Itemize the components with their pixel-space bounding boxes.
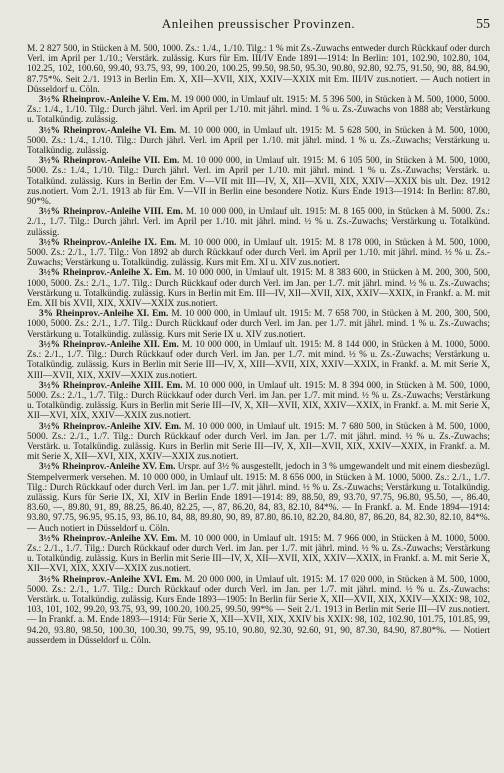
entry-text: M. 10 000 000, in Umlauf ult. 1915: M. 8 383 600, in Stücken à M. 200, 300, 500, 1000, 5000. Zs.: 2./1., 1./7. Tilg.: Durch Rückkauf oder durch Verl. im Jan. per 1./7. mit jährl. mind. ½ % u. Zs.-Zuwachs; Verstärkung u. Totalkündig. zulässig. Kurs in Berlin mit Em. III—IV, XII—XVII, XIX, XXIV—XXIX, in Frankf. a. M. mit Em. XII bis XVII, XIX, XXIV—XXIX zus.notiert. xyxy=(27,268,490,310)
entry-title: 3% Rheinprov.-Anleihe XI. Em. xyxy=(39,309,169,320)
entry-title: 3½% Rheinprov.-Anleihe IX. Em. xyxy=(39,237,177,248)
entry-title: 3½% Rheinprov.-Anleihe X. Em. xyxy=(39,268,172,279)
entry-text: M. 2 827 500, in Stücken à M. 500, 1000. Zs.: 1./4., 1./10. Tilg.: 1 % mit Zs.-Zuwachs entweder durch Rückkauf oder durch Verl. im April per 1./10.; Verstärk. zulässig. Kurs für Em. III/IV Ende 1891—1914: In Berlin: 101, 102.90, 102.80, 104, 102.25, 102, 100.60, 99.40, 93.75, 93, 99, 100.20, 100.25, 99.50, 98.50, 95.30, 90.80, 92.80, 92.75, 91.50, 90, 88, 84.90, 87.75*%. Seit 2./1. 1913 in Berlin Em. X, XII—XVII, XIX, XXIV—XXIX mit Em. III/IV zus.notiert. — Auch notiert in Düsseldorf u. Cöln. xyxy=(27,44,490,95)
bond-entry xyxy=(27,462,490,533)
entry-title: 3½% Rheinprov.-Anleihe XIV. Em. xyxy=(39,421,182,432)
entry-text: M. 10 000 000, in Umlauf ult. 1915: M. 5 628 500, in Stücken à M. 500, 1000, 5000. Zs.: 1./4., 1./10. Tilg.: Durch jährl. Verl. im April per 1./10. mit jährl. mind. 1 % u. Zs.-Zuwachs; Verstärkung u. Totalkündig. zulässig. xyxy=(27,125,490,157)
entry-text: M. 10 000 000, in Umlauf ult. 1915: M. 7 680 500, in Stücken à M. 500, 1000, 5000. Zs.: 2./1., 1./7. Tilg.: Durch Rückkauf oder durch Verl. im Jan. per 1./7. mit jährl. mind. ½ % u. Zs.-Zuwachs; Verstärk. u. Totalkündig. zulässig. Kurs in Berlin mit Serie III—IV, X, XII—XVII, XIX, XXIV—XXIX, in Frankf. a. M. mit Serie X, XII—XVI, XIX, XXIV—XXIX zus.notiert. xyxy=(27,421,490,463)
entry-text: M. 10 000 000, in Umlauf ult. 1915: M. 7 658 700, in Stücken à M. 200, 300, 500, 1000, 5000. Zs.: 2./1., 1./7. Tilg.: Durch Rückkauf oder durch Verl. im Jan. per 1./7. mit jährl. mind. 1 % u. Zs.-Zuwachs; Verstärkung u. Totalkündig. zulässig. Kurs mit Serie IX u. XIV zus.notiert. xyxy=(27,309,491,340)
entry-text: Urspr. auf 3½ % ausgestellt, jedoch in 3 % umgewandelt und mit einem diesbezügl. Stempelvermerk versehen. M. 10 000 000, in Umlauf ult. 1915: M. 8 656 000, in Stücken à M. 1000, 5000. Zs.: 2./1., 1./7. Tilg.: Durch Rückkauf oder durch Verl. im Jan. per 1./7. mit jährl. mind. ½ % u. Zs.-Zuwachs; Verstärkung u. Totalkündig. zulässig. Kurs für Serie IX, XI, XIV in Berlin Ende 1891—1914: 89, 88.50, 89, 93.70, 97.75, 96.80, 95.50, —, 86.40, 83.60, —, 89.80, 91, 89, 88.25, 86.40, 82.25, —, 87, 86.20, 84, 83, 82.10, 84*%. — In Frankf. a. M. Ende 1894—1914: 93.80, 97.75, 96.95, 95.15, 93, 86.10, 84, 88, 89.80, 90, 89, 87.80, 86.10, 82.20, 84.80, 87, 86.20, 84, 82.30, 82.10, 84*%. — Auch notiert in Düsseldorf u. Cöln. xyxy=(27,462,490,534)
page-header xyxy=(27,16,490,38)
entry-title: 3½% Rheinprov.-Anleihe XII. Em. xyxy=(39,339,179,350)
bond-entry xyxy=(27,381,490,422)
bond-entry xyxy=(27,126,490,157)
entry-text: M. 10 000 000, in Umlauf ult. 1915: M. 6 105 500, in Stücken à M. 500, 1000, 5000. Zs.: 1./4., 1./10. Tilg.: Durch jährl. Verl. im April per 1./10. mit jährl. mind. 1 % u. Zs.-Zuwachs; Verstärk. u. Totalkünd. zulässig. Kurs in Berlin der Em. V—VII mit III—IV, X, XII—XVII, XIX, XXIV—XXIX bis ult. Dez. 1912 zus.notiert. Vom 2./1. 1913 ab für Em. V—VII in Berlin eine besondere Notiz. Kurs Ende 1913—1914: In Berlin: 87.80, 90*%. xyxy=(27,156,490,208)
entry-text: M. 20 000 000, in Umlauf ult. 1915: M. 17 020 000, in Stücken à M. 500, 1000, 5000. Zs.: 2./1., 1./7. Tilg.: Durch Rückkauf oder durch Verl. im Jan. per 1./7. mit jährl. mind. ½ % u. Zs.-Zuwachs: Verstärk. u. Totalkündig. zulässig. Kurs Ende 1893—1905: In Berlin für Serie X, XII—XVII, XIX, XXIV—XXIX: 98, 102, 103, 101, 102, 99.20, 93.75, 93, 99, 100.20, 100.25, 99.50, 99*% — Seit 2./1. 1913 in Berlin mit Serie III—IV zus.notiert. — In Frankf. a. M. Ende 1893—1914: Für Serie X, XII—XVII, XIX, XXIV bis XXIX: 98, 102, 102.90, 101.75, 101.85, 99, 94.20, 93.80, 98.50, 100.30, 100.30, 99.75, 99, 95.10, 90.80, 92.30, 92.60, 91, 90, 87.30, 84.90, 87.80*%. — Notiert ausserdem in Düsseldorf u. Cöln. xyxy=(27,574,491,646)
entry-title: 3½% Rheinprov.-Anleihe V. Em. xyxy=(39,95,169,106)
entry-title: 3½% Rheinprov.-Anleihe XV. Em. xyxy=(39,462,176,473)
entry-title: 3½% Rheinprov.-Anleihe VII. Em. xyxy=(39,156,180,167)
entry-title: 3½% Rheinprov.-Anleihe XVI. Em. xyxy=(39,574,182,585)
entry-text: M. 10 000 000, in Umlauf ult. 1915: M. 8 394 000, in Stücken à M. 500, 1000, 5000. Zs.: 2./1., 1./7. Tilg.: Durch Rückkauf oder durch Verl. im Jan. per 1./7. mit mind. ½ % u. Zs.-Zuwachs; Verstärkung u. Totalkündig. zulässig. Kurs in Berlin mit Serie III—IV, X, XII—XVII, XIX, XXIV—XXIX, in Frankf. a. M. mit Serie X, XII—XVI, XIX, XXIV—XXIX zus.notiert. xyxy=(27,380,491,422)
entry-text: M. 10 000 000, in Umlauf ult. 1915: M. 8 144 000, in Stücken à M. 1000, 5000. Zs.: 2./1., 1./7. Tilg.: Durch Rückkauf oder durch Verl. im Jan. per 1./7. mit mind. ½ % u. Zs.-Zuwachs; Verstärkung u. Totalkündig. zulässig. Kurs in Berlin mit Serie III—IV, X, XIII—XVII, XIX, XXIV—XXIX, in Frankf. a. M. mit Serie X, XIII—XVII, XIX, XXIV—XXIX zus.notiert. xyxy=(27,339,491,381)
running-title: Anleihen preussischer Provinzen. xyxy=(161,16,356,31)
bond-entry xyxy=(27,534,490,575)
bond-entry xyxy=(27,207,490,238)
bond-entry xyxy=(27,156,490,207)
entry-title: 3½% Rheinprov.-Anleihe XIII. Em. xyxy=(39,380,183,391)
entry-title: 3½% Rheinprov.-Anleihe XV. Em. xyxy=(39,533,178,544)
entry-text: M. 10 000 000, in Umlauf ult. 1915: M. 8 165 000, in Stücken à M. 5000. Zs.: 2./1., 1./7. Tilg.: Durch jährl. Verl. im April per 1./10. mit jährl. mind. ½ % u. Zs.-Zuwachs; Verstärkung u. Totalkünd. zulässig. xyxy=(27,207,490,238)
bond-entry xyxy=(27,575,490,646)
document-body xyxy=(27,44,490,646)
bond-entry xyxy=(27,238,490,269)
entry-title: 3½% Rheinprov.-Anleihe VI. Em. xyxy=(39,125,177,136)
entry-text: M. 10 000 000, in Umlauf ult. 1915: M. 7 966 000, in Stücken à M. 1000, 5000. Zs.: 2./1., 1./7. Tilg.: Durch Rückkauf oder durch Verl. im Jan. per 1./7. mit jährl. mind. ½ % u. Zs.-Zuwachs; Verstärkung u. Totalkündig. zulässig. Kurs in Berlin mit Serie III—IV, X, XII—XVII, XIX, XXIV—XXIX, in Frankf. a. M. mit Serie X, XII—XVI, XIX, XXIV—XXIX zus.notiert. xyxy=(27,533,490,575)
bond-entry xyxy=(27,340,490,381)
bond-entry xyxy=(27,44,490,95)
bond-entry xyxy=(27,268,490,309)
bond-entry xyxy=(27,95,490,126)
bond-entry xyxy=(27,422,490,463)
entry-text: M. 10 000 000, in Umlauf ult. 1915: M. 8 178 000, in Stücken à M. 500, 1000, 5000. Zs.: 2./1., 1./7. Tilg.: Von 1892 ab durch Rückkauf oder durch Verl. im April per 1./10. mit jährl. mind. ½ % u. Zs.-Zuwachs; Verstärkung u. Totalkündig. zulässig. Kurs mit Em. XI u. XIV zus.notiert. xyxy=(27,237,491,269)
entry-text: M. 19 000 000, in Umlauf ult. 1915: M. 5 396 500, in Stücken à M. 500, 1000, 5000. Zs.: 1./4., 1./10. Tilg.: Durch jährl. Verl. im April per 1./10. mit jährl. mind. 1 % u. Zs.-Zuwachs von 1888 ab; Verstärkung u. Totalkündig. zulässig. xyxy=(27,95,491,126)
entry-title: 3½% Rheinprov.-Anleihe VIII. Em. xyxy=(39,207,183,218)
bond-entry xyxy=(27,309,490,340)
page-number: 55 xyxy=(476,17,490,32)
